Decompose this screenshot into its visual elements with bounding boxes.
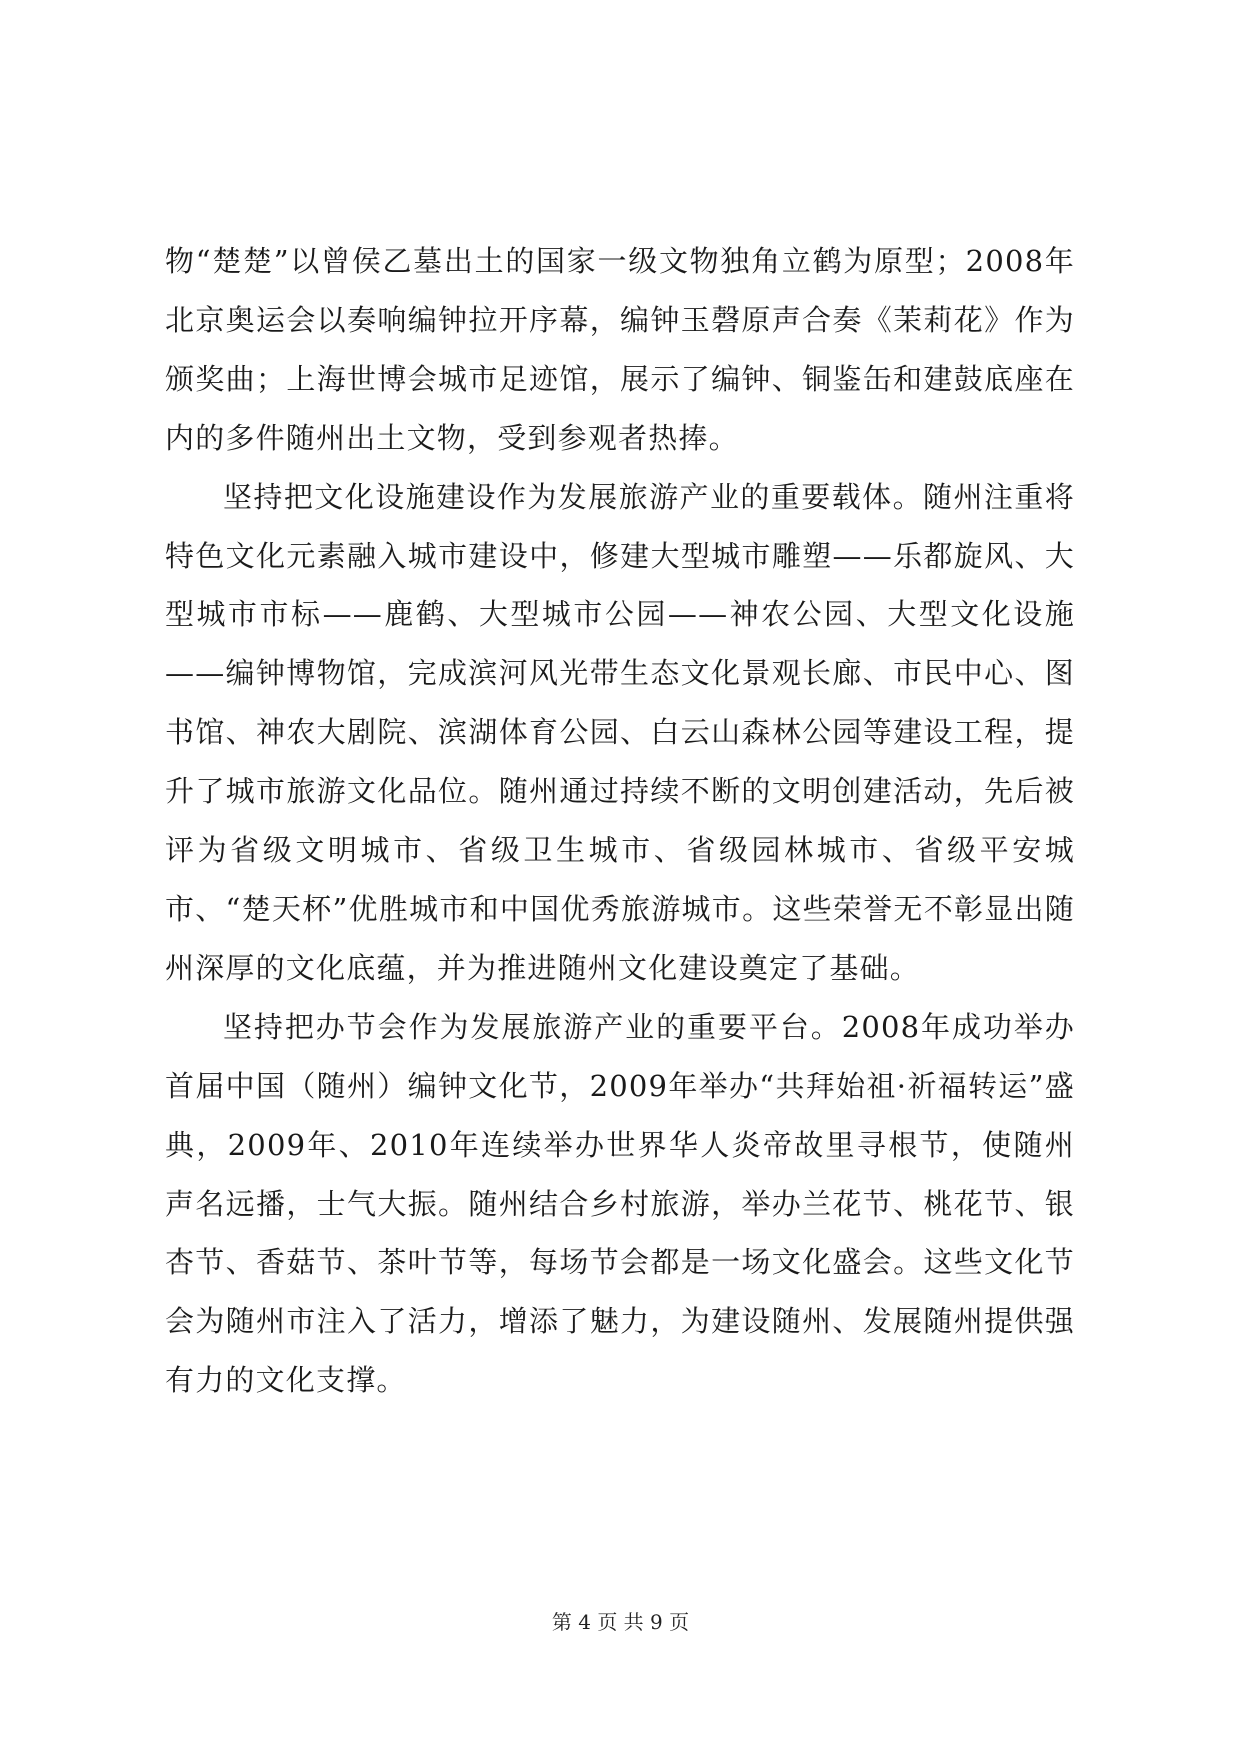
body-text xyxy=(165,232,1075,1410)
paragraph-1: 物“楚楚”以曾侯乙墓出土的国家一级文物独角立鹤为原型；2008年北京奥运会以奏响编钟拉开序幕，编钟玉磬原声合奏《茉莉花》作为颁奖曲；上海世博会城市足迹馆，展示了编钟、铜鉴缶和建鼓底座在内的多件随州出土文物，受到参观者热捧。 xyxy=(165,244,1075,455)
paragraph-3: 坚持把办节会作为发展旅游产业的重要平台。2008年成功举办首届中国（随州）编钟文化节，2009年举办“共拜始祖·祈福转运”盛典，2009年、2010年连续举办世界华人炎帝故里寻根节，使随州声名远播，士气大振。随州结合乡村旅游，举办兰花节、桃花节、银杏节、香菇节、茶叶节等，每场节会都是一场文化盛会。这些文化节会为随州市注入了活力，增添了魅力，为建设随州、发展随州提供强有力的文化支撑。 xyxy=(165,1009,1075,1398)
page-number-footer: 第 4 页 共 9 页 xyxy=(551,1610,690,1634)
paragraph-2: 坚持把文化设施建设作为发展旅游产业的重要载体。随州注重将特色文化元素融入城市建设中，修建大型城市雕塑——乐都旋风、大型城市市标——鹿鹤、大型城市公园——神农公园、大型文化设施——编钟博物馆，完成滨河风光带生态文化景观长廊、市民中心、图书馆、神农大剧院、滨湖体育公园、白云山森林公园等建设工程，提升了城市旅游文化品位。随州通过持续不断的文明创建活动，先后被评为省级文明城市、省级卫生城市、省级园林城市、省级平安城市、“楚天杯”优胜城市和中国优秀旅游城市。这些荣誉无不彰显出随州深厚的文化底蕴，并为推进随州文化建设奠定了基础。 xyxy=(165,479,1075,985)
